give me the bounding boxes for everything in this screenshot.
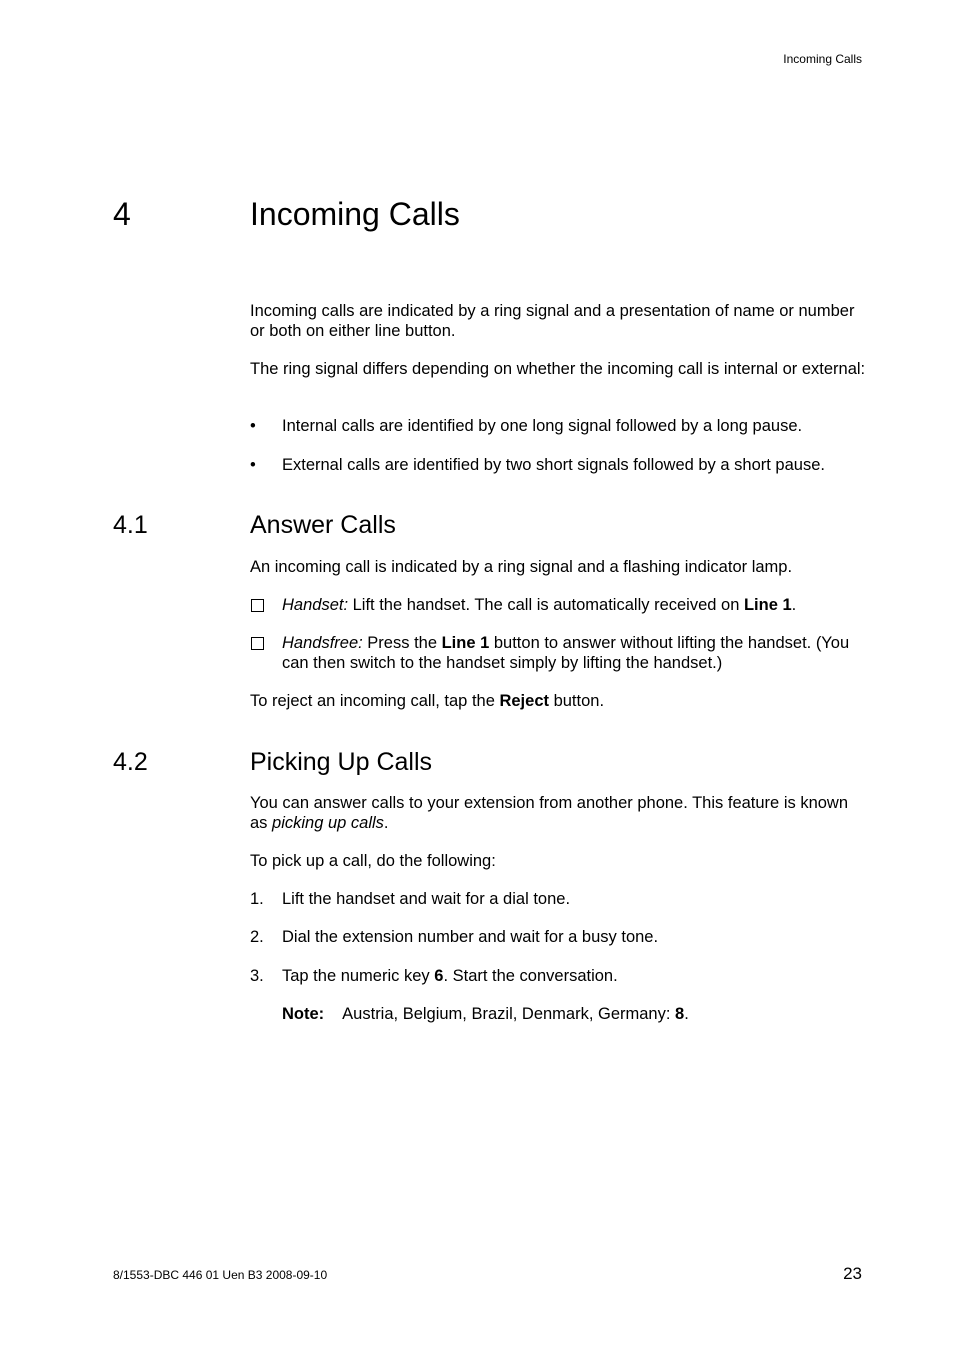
bullet-item-internal: Internal calls are identified by one long signal followed by a long pause. bbox=[282, 417, 803, 435]
intro-paragraph-2: The ring signal differs depending on whether the incoming call is internal or external: bbox=[250, 360, 866, 378]
section-number-4-2: 4.2 bbox=[113, 748, 148, 776]
handset-text-end: . bbox=[791, 596, 797, 614]
handsfree-text-end: button to answer without lifting the handset. (You can then switch to the handset simply by lifting the handset.) bbox=[282, 634, 850, 672]
chapter-title: Incoming Calls bbox=[250, 196, 460, 232]
step-3-text-end: . Start the conversation. bbox=[443, 967, 618, 985]
checkbox-square-icon bbox=[251, 637, 264, 650]
running-header: Incoming Calls bbox=[783, 52, 862, 66]
step-3-text: Tap the numeric key bbox=[282, 967, 435, 985]
pickup-paragraph-1 bbox=[250, 793, 850, 833]
answer-calls-intro: An incoming call is indicated by a ring signal and a flashing indicator lamp. bbox=[250, 558, 793, 576]
note-label: Note: bbox=[282, 1005, 325, 1023]
answer-item-handsfree bbox=[282, 633, 872, 673]
handset-text: Lift the handset. The call is automatically received on bbox=[348, 596, 744, 614]
checkbox-square-icon bbox=[251, 599, 264, 612]
handsfree-line-label: Line 1 bbox=[441, 634, 490, 652]
bullet-icon: • bbox=[250, 456, 256, 474]
note-end: . bbox=[684, 1005, 689, 1023]
step-3-key: 6 bbox=[434, 967, 444, 985]
chapter-number: 4 bbox=[113, 196, 131, 232]
note-key: 8 bbox=[675, 1005, 685, 1023]
pickup-text-end: . bbox=[383, 814, 389, 832]
section-number-4-1: 4.1 bbox=[113, 511, 148, 539]
pickup-paragraph-2: To pick up a call, do the following: bbox=[250, 852, 496, 870]
reject-button-label: Reject bbox=[499, 692, 549, 710]
pickup-term: picking up calls bbox=[272, 814, 384, 832]
pickup-text: You can answer calls to your extension from another phone. This feature is known as bbox=[250, 794, 849, 832]
step-text bbox=[282, 966, 882, 986]
section-title-answer-calls: Answer Calls bbox=[250, 511, 396, 539]
step-number: 1. bbox=[250, 890, 264, 908]
note bbox=[282, 1004, 882, 1024]
handset-line-label: Line 1 bbox=[743, 596, 792, 614]
bullet-item-external: External calls are identified by two short signals followed by a short pause. bbox=[282, 456, 825, 474]
note-text: Austria, Belgium, Brazil, Denmark, Germany: bbox=[342, 1005, 676, 1023]
handsfree-text: Press the bbox=[362, 634, 442, 652]
section-title-picking-up-calls: Picking Up Calls bbox=[250, 748, 433, 776]
reject-paragraph bbox=[250, 691, 870, 711]
intro-paragraph-1: Incoming calls are indicated by a ring signal and a presentation of name or number or both on either line button. bbox=[250, 302, 855, 340]
answer-item-handset bbox=[282, 595, 882, 615]
page-number: 23 bbox=[843, 1264, 862, 1283]
reject-text: To reject an incoming call, tap the bbox=[250, 692, 500, 710]
step-text: Dial the extension number and wait for a busy tone. bbox=[282, 928, 659, 946]
reject-text-end: button. bbox=[549, 692, 605, 710]
handset-label: Handset: bbox=[282, 596, 349, 614]
step-text: Lift the handset and wait for a dial tone. bbox=[282, 890, 571, 908]
step-number: 3. bbox=[250, 967, 264, 985]
bullet-icon: • bbox=[250, 417, 256, 435]
footer-doc-id: 8/1553-DBC 446 01 Uen B3 2008-09-10 bbox=[113, 1268, 328, 1282]
step-number: 2. bbox=[250, 928, 264, 946]
handsfree-label: Handsfree: bbox=[282, 634, 363, 652]
